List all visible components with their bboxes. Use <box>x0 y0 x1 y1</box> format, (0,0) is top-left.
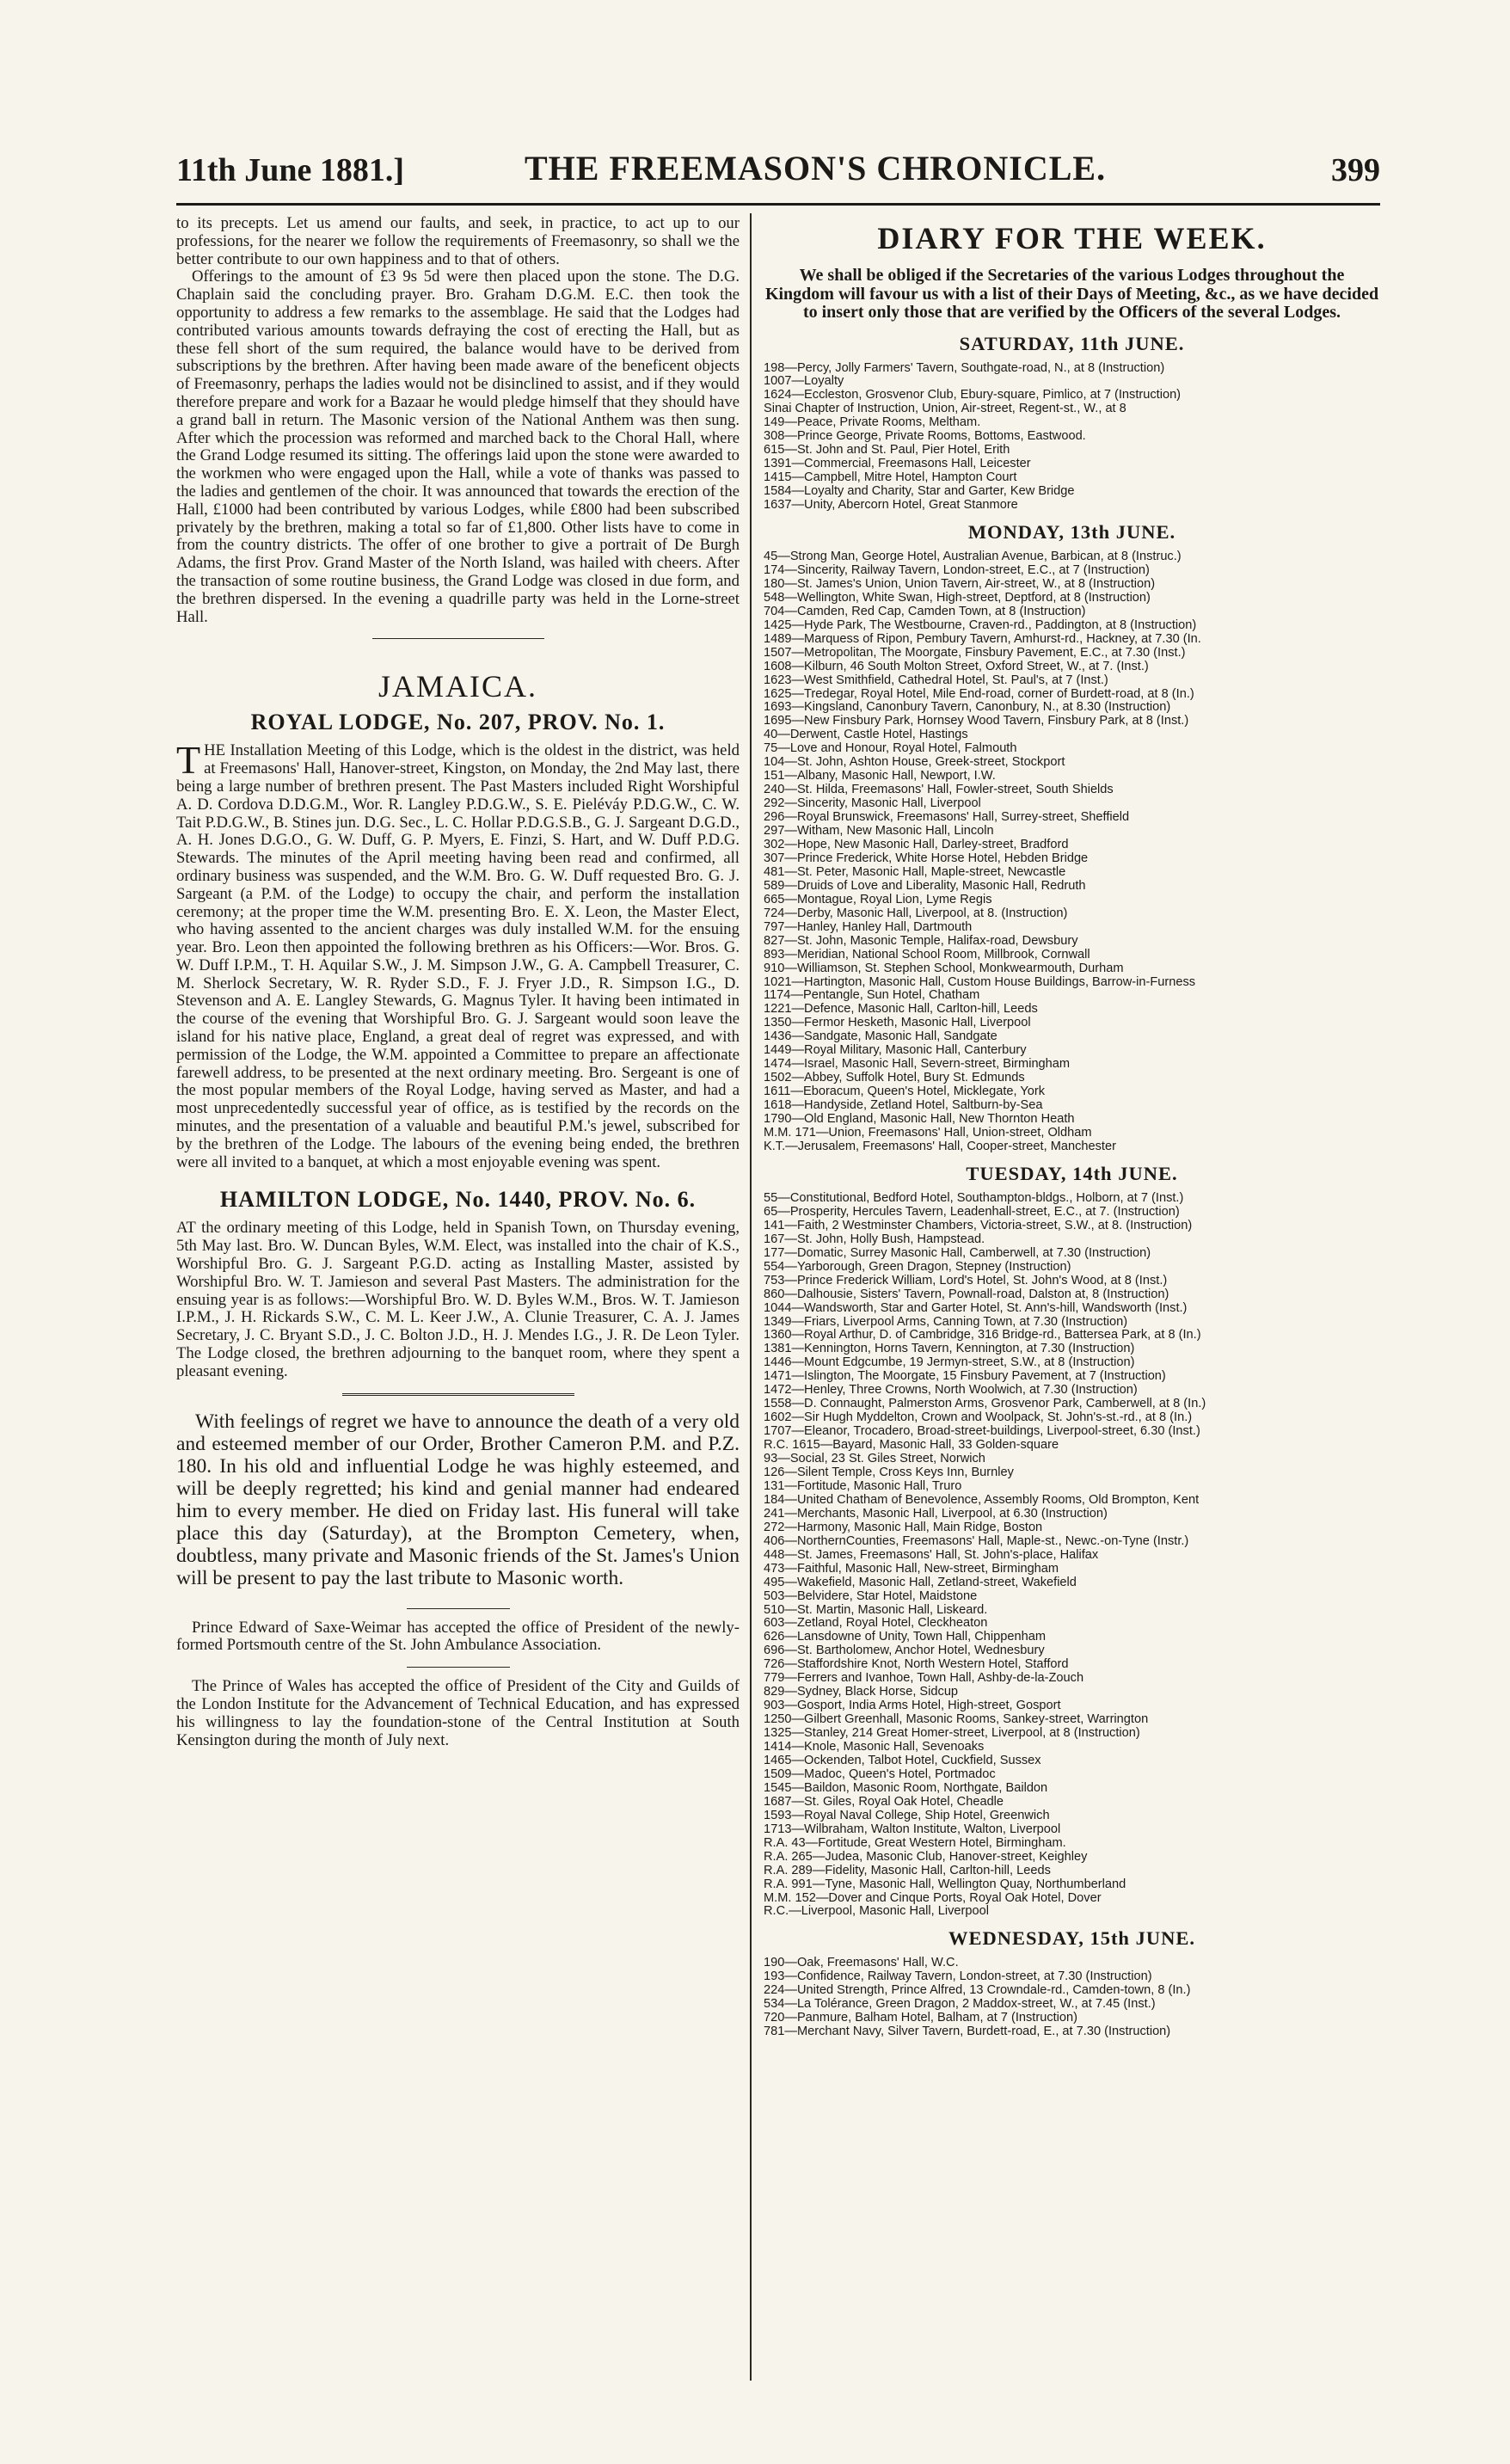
monday-heading: MONDAY, 13th JUNE. <box>967 520 1176 543</box>
diary-entry: M.M. 171—Union, Freemasons' Hall, Union-street, Oldham <box>764 1127 1092 1140</box>
diary-entry: 1360—Royal Arthur, D. of Cambridge, 316 Bridge-rd., Battersea Park, at 8 (In.) <box>764 1329 1201 1343</box>
hamilton-lodge-heading: HAMILTON LODGE, No. 1440, PROV. No. 6. <box>219 1187 697 1213</box>
diary-entry: 1325—Stanley, 214 Great Homer-street, Liverpool, at 8 (Instruction) <box>764 1727 1140 1741</box>
diary-entry: 65—Prosperity, Hercules Tavern, Leadenhall-street, E.C., at 7. (Instruction) <box>764 1205 1180 1219</box>
diary-entry: 1713—Wilbraham, Walton Institute, Walton, Liverpool <box>764 1822 1061 1836</box>
prince-wales-notice: The Prince of Wales has accepted the office of President of the City and Guilds of the London Institute for the Advancement of Technical Education, and has expressed his willingness to lay the foundation-stone of the Central Institution at South Kensington during the month of July next. <box>176 1677 740 1749</box>
diary-entry: 1350—Fermor Hesketh, Masonic Hall, Liverpool <box>764 1017 1031 1030</box>
diary-entry: 141—Faith, 2 Westminster Chambers, Victoria-street, S.W., at 8. (Instruction) <box>764 1219 1193 1232</box>
diary-entry: 1558—D. Connaught, Palmerston Arms, Grosvenor Park, Camberwell, at 8 (In.) <box>764 1398 1206 1411</box>
diary-entry: 297—Witham, New Masonic Hall, Lincoln <box>764 825 994 839</box>
diary-entry: 302—Hope, New Masonic Hall, Darley-street, Bradford <box>764 839 1069 851</box>
death-notice: With feelings of regret we have to announce the death of a very old and esteemed member of our Order, Brother Cameron P.M. and P.Z. 180. In his old and influential Lodge he was highly esteemed, and will be deeply regretted; his kind and genial manner had endeared him to every member. He died on Friday last. His funeral will take place this day (Saturday), at the Brompton Cemetery, when, doubtless, many private and Masonic friends of the St. James's Union will be present to pay the last tribute to Masonic worth. <box>176 1410 740 1589</box>
diary-entry: 726—Staffordshire Knot, North Western Hotel, Stafford <box>764 1658 1069 1672</box>
diary-entry: 307—Prince Frederick, White Horse Hotel, Hebden Bridge <box>764 851 1089 865</box>
diary-entry: 534—La Tolérance, Green Dragon, 2 Maddox-street, W., at 7.45 (Inst.) <box>764 1998 1156 2012</box>
diary-entry: 1545—Baildon, Masonic Room, Northgate, Baildon <box>764 1781 1048 1795</box>
diary-entry: 1507—Metropolitan, The Moorgate, Finsbury Pavement, E.C., at 7.30 (Inst.) <box>764 646 1186 660</box>
diary-entry: 126—Silent Temple, Cross Keys Inn, Burnley <box>764 1465 1014 1479</box>
diary-entry: 1449—Royal Military, Masonic Hall, Canterbury <box>764 1044 1027 1058</box>
royal-lodge-text: HE Installation Meeting of this Lodge, which is the oldest in the district, was held at Freemasons' Hall, Hanover-street, Kingston, on Monday, the 2nd May last, there being a large number of brethren present. The Past Masters included Right Worshipful A. D. Cordova D.D.G.M., Wor. R. Langley P.D.G.W., S. E. Pieléváy P.D.G.W., C. W. Tait P.D.G.W., B. Stines jun. D.G. Sec., L. C. Hollar P.D.G.S.B., G. J. Sargeant D.G.D., A. H. Jones D.G.O., G. W. Duff, G. P. Myers, E. Finzi, S. Hart, and W. Duff P.D.G. Stewards. The minutes of the April meeting having been read and confirmed, all ordinary business was suspended, and the W.M. Bro. G. W. Duff requested Bro. G. J. Sargeant (a P.M. of the Lodge) to occupy the chair, and perform the installation ceremony; at the proper time the W.M. presenting Bro. E. X. Leon, the Master Elect, who having assented to the ancient charges was duly installed W.M. for the ensuing year. Bro. Leon then appointed the following brethren as his Officers:—Wor. Bros. G. W. Duff I.P.M., T. H. Aquilar S.W., J. M. Simpson J.W., G. A. Campbell Treasurer, C. M. Sherlock Secretary, W. R. Ryder S.D., F. J. Fryer J.D., R. Simpson I.G., D. Stevenson and A. E. Langley Stewards, G. Magnus Tyler. It having been intimated in the course of the evening that Worshipful Bro. G. J. Sargeant would soon leave the island for his native place, England, a great deal of regret was expressed, and with permission of the Lodge, the W.M. appointed a Committee to prepare an affectionate farewell address, to be presented at the next ordinary meeting. Bro. Sergeant is one of the most popular members of the Royal Lodge, having served as Master, and had a most unprecedentedly successful year of office, as is testified by the records on the minutes, and the presentation of a valuable and beautiful P.M.'s jewel, subscribed for by the brethren of the Lodge. The labours of the evening being ended, the brethren were all invited to a banquet, at which a most enjoyable evening was spent. <box>176 741 740 1171</box>
diary-entry: 1465—Ockenden, Talbot Hotel, Cuckfield, Sussex <box>764 1754 1041 1767</box>
diary-entry: 131—Fortitude, Masonic Hall, Truro <box>764 1479 962 1493</box>
diary-entry: 1174—Pentangle, Sun Hotel, Chatham <box>764 989 980 1003</box>
diary-entry: 272—Harmony, Masonic Hall, Main Ridge, Boston <box>764 1521 1043 1534</box>
diary-entry: 903—Gosport, India Arms Hotel, High-street, Gosport <box>764 1699 1061 1713</box>
diary-entry: 190—Oak, Freemasons' Hall, W.C. <box>764 1957 959 1970</box>
diary-entry: 615—St. John and St. Paul, Pier Hotel, Erith <box>764 444 1010 458</box>
diary-column <box>764 215 1380 2365</box>
tuesday-heading: TUESDAY, 14th JUNE. <box>966 1162 1178 1184</box>
diary-entry: 292—Sincerity, Masonic Hall, Liverpool <box>764 797 981 811</box>
diary-entry: 1502—Abbey, Suffolk Hotel, Bury St. Edmunds <box>764 1072 1025 1085</box>
diary-entry: 240—St. Hilda, Freemasons' Hall, Fowler-street, South Shields <box>764 783 1114 797</box>
continued-paragraph: to its precepts. Let us amend our faults, and seek, in practice, to act up to our professions, for the nearer we follow the requirements of Freemasonry, so shall we the better contribute to our own happiness and to that of others. <box>176 215 740 268</box>
diary-entry: M.M. 152—Dover and Cinque Ports, Royal Oak Hotel, Dover <box>764 1891 1102 1905</box>
diary-entry: 1611—Eboracum, Queen's Hotel, Micklegate, York <box>764 1085 1045 1099</box>
diary-entry: 1637—Unity, Abercorn Hotel, Great Stanmore <box>764 499 1018 513</box>
jamaica-heading: JAMAICA. <box>378 669 537 704</box>
diary-entry: R.A. 289—Fidelity, Masonic Hall, Carlton-hill, Leeds <box>764 1864 1051 1877</box>
diary-entry: 1381—Kennington, Horns Tavern, Kennington, at 7.30 (Instruction) <box>764 1343 1135 1356</box>
diary-entry: 860—Dalhousie, Sisters' Tavern, Pownall-road, Dalston at, 8 (Instruction) <box>764 1287 1169 1301</box>
section-rule <box>372 638 544 639</box>
diary-entry: 151—Albany, Masonic Hall, Newport, I.W. <box>764 770 996 783</box>
diary-entry: 753—Prince Frederick William, Lord's Hotel, St. John's Wood, at 8 (Inst.) <box>764 1274 1168 1287</box>
diary-entry: 448—St. James, Freemasons' Hall, St. John's-place, Halifax <box>764 1548 1099 1562</box>
header-rule <box>176 203 1380 206</box>
prince-edward-notice: Prince Edward of Saxe-Weimar has accepted the office of President of the newly-formed Portsmouth centre of the St. John Ambulance Association. <box>176 1618 740 1655</box>
diary-entry: 797—Hanley, Hanley Hall, Dartmouth <box>764 920 973 934</box>
tuesday-list <box>764 1192 1380 1920</box>
short-rule <box>407 1667 510 1668</box>
royal-lodge-report <box>176 738 740 1171</box>
diary-entry: 724—Derby, Masonic Hall, Liverpool, at 8. (Instruction) <box>764 906 1068 920</box>
diary-entry: 1472—Henley, Three Crowns, North Woolwich, at 7.30 (Instruction) <box>764 1384 1138 1398</box>
diary-entry: 1693—Kingsland, Canonbury Tavern, Canonbury, N., at 8.30 (Instruction) <box>764 701 1171 715</box>
diary-entry: 1625—Tredegar, Royal Hotel, Mile End-road, corner of Burdett-road, at 8 (In.) <box>764 687 1194 701</box>
diary-intro: We shall be obliged if the Secretaries of the various Lodges throughout the Kingdom will favour us with a list of their Days of Meeting, &c., as we have decided to insert only those that are verified by the Officers of the several Lodges. <box>764 266 1379 322</box>
diary-entry: 1250—Gilbert Greenhall, Masonic Rooms, Sankey-street, Warrington <box>764 1713 1149 1727</box>
diary-entry: 1584—Loyalty and Charity, Star and Garter, Kew Bridge <box>764 485 1075 499</box>
diary-entry: 548—Wellington, White Swan, High-street, Deptford, at 8 (Instruction) <box>764 591 1151 605</box>
diary-entry: 104—St. John, Ashton House, Greek-street, Stockport <box>764 756 1065 770</box>
diary-entry: 1474—Israel, Masonic Hall, Severn-street, Birmingham <box>764 1058 1071 1072</box>
diary-entry: 1593—Royal Naval College, Ship Hotel, Greenwich <box>764 1809 1050 1822</box>
diary-entry: 75—Love and Honour, Royal Hotel, Falmouth <box>764 742 1017 756</box>
diary-entry: 696—St. Bartholomew, Anchor Hotel, Wednesbury <box>764 1644 1045 1658</box>
diary-entry: 184—United Chatham of Benevolence, Assembly Rooms, Old Brompton, Kent <box>764 1493 1200 1507</box>
diary-entry: 779—Ferrers and Ivanhoe, Town Hall, Ashby-de-la-Zouch <box>764 1672 1084 1686</box>
diary-entry: 554—Yarborough, Green Dragon, Stepney (Instruction) <box>764 1260 1071 1274</box>
diary-entry: 1349—Friars, Liverpool Arms, Canning Town, at 7.30 (Instruction) <box>764 1315 1128 1329</box>
wednesday-heading: WEDNESDAY, 15th JUNE. <box>948 1927 1195 1950</box>
diary-entry: 180—St. James's Union, Union Tavern, Air-street, W., at 8 (Instruction) <box>764 577 1156 591</box>
column-divider <box>750 213 752 2381</box>
diary-entry: 55—Constitutional, Bedford Hotel, Southampton-bldgs., Holborn, at 7 (Inst.) <box>764 1191 1184 1205</box>
page-number: 399 <box>1331 152 1380 188</box>
diary-entry: 1414—Knole, Masonic Hall, Sevenoaks <box>764 1741 985 1754</box>
diary-entry: R.A. 43—Fortitude, Great Western Hotel, Birmingham. <box>764 1836 1066 1850</box>
diary-entry: 589—Druids of Love and Liberality, Masonic Hall, Redruth <box>764 879 1086 893</box>
wednesday-list <box>764 1957 1380 2039</box>
diary-entry: 1618—Handyside, Zetland Hotel, Saltburn-by-Sea <box>764 1099 1043 1113</box>
royal-lodge-heading: ROYAL LODGE, No. 207, PROV. No. 1. <box>250 710 666 735</box>
diary-entry: 720—Panmure, Balham Hotel, Balham, at 7 (Instruction) <box>764 2012 1078 2025</box>
saturday-list <box>764 362 1380 513</box>
diary-entry: 308—Prince George, Private Rooms, Bottoms, Eastwood. <box>764 430 1086 444</box>
diary-entry: 1687—St. Giles, Royal Oak Hotel, Cheadle <box>764 1795 1004 1809</box>
diary-entry: 1608—Kilburn, 46 South Molton Street, Oxford Street, W., at 7. (Inst.) <box>764 660 1149 673</box>
diary-entry: 1391—Commercial, Freemasons Hall, Leicester <box>764 458 1031 471</box>
diary-entry: 241—Merchants, Masonic Hall, Liverpool, at 6.30 (Instruction) <box>764 1507 1108 1521</box>
diary-entry: 1489—Marquess of Ripon, Pembury Tavern, Amhurst-rd., Hackney, at 7.30 (In. <box>764 632 1201 646</box>
diary-entry: 481—St. Peter, Masonic Hall, Maple-street, Newcastle <box>764 865 1066 879</box>
diary-entry: 1790—Old England, Masonic Hall, New Thornton Heath <box>764 1113 1075 1127</box>
page-header <box>176 148 1380 200</box>
diary-entry: 1446—Mount Edgcumbe, 19 Jermyn-street, S.W., at 8 (Instruction) <box>764 1356 1135 1370</box>
hamilton-lodge-report: AT the ordinary meeting of this Lodge, held in Spanish Town, on Thursday evening, 5th May last. Bro. W. Duncan Byles, W.M. Elect, was installed into the chair of K.S., Worshipful Bro. G. J. Sargeant P.G.D. acting as Installing Master, assisted by Worshipful Bro. W. T. Jamieson and several Past Masters. The administration for the ensuing year is as follows:—Worshipful Bro. W. D. Byles W.M., Bros. W. T. Jamieson I.P.M., J. H. Rickards S.W., C. M. L. Keer J.W., A. Clunie Treasurer, C. A. J. James Secretary, J. C. Bryant S.D., J. C. Bolton J.D., H. J. Mendes I.G., J. R. De Leon Tyler. The Lodge closed, the brethren adjourning to the banquet room, where they spent a pleasant evening. <box>176 1219 740 1380</box>
diary-entry: 224—United Strength, Prince Alfred, 13 Crowndale-rd., Camden-town, 8 (In.) <box>764 1984 1191 1998</box>
diary-entry: 149—Peace, Private Rooms, Meltham. <box>764 416 981 430</box>
diary-entry: 473—Faithful, Masonic Hall, New-street, Birmingham <box>764 1562 1059 1576</box>
diary-entry: 829—Sydney, Black Horse, Sidcup <box>764 1686 959 1699</box>
diary-entry: 40—Derwent, Castle Hotel, Hastings <box>764 728 968 742</box>
short-rule <box>407 1608 510 1609</box>
diary-entry: 510—St. Martin, Masonic Hall, Liskeard. <box>764 1603 988 1617</box>
diary-entry: K.T.—Jerusalem, Freemasons' Hall, Cooper-street, Manchester <box>764 1140 1116 1153</box>
diary-entry: Sinai Chapter of Instruction, Union, Air-street, Regent-st., W., at 8 <box>764 402 1126 416</box>
monday-list <box>764 550 1380 1154</box>
diary-entry: 1044—Wandsworth, Star and Garter Hotel, St. Ann's-hill, Wandsworth (Inst.) <box>764 1301 1188 1315</box>
diary-entry: 174—Sincerity, Railway Tavern, London-street, E.C., at 7 (Instruction) <box>764 563 1150 577</box>
diary-entry: 93—Social, 23 St. Giles Street, Norwich <box>764 1453 985 1466</box>
diary-entry: 626—Lansdowne of Unity, Town Hall, Chippenham <box>764 1631 1047 1644</box>
saturday-heading: SATURDAY, 11th JUNE. <box>959 332 1185 354</box>
diary-entry: 665—Montague, Royal Lion, Lyme Regis <box>764 893 992 906</box>
diary-entry: 1021—Hartington, Masonic Hall, Custom House Buildings, Barrow-in-Furness <box>764 975 1196 989</box>
diary-entry: 603—Zetland, Royal Hotel, Cleckheaton <box>764 1617 988 1631</box>
diary-entry: 1415—Campbell, Mitre Hotel, Hampton Court <box>764 471 1017 485</box>
diary-entry: 704—Camden, Red Cap, Camden Town, at 8 (Instruction) <box>764 605 1086 618</box>
diary-entry: 167—St. John, Holly Bush, Hampstead. <box>764 1232 985 1246</box>
diary-entry: R.A. 265—Judea, Masonic Club, Hanover-street, Keighley <box>764 1850 1088 1864</box>
diary-entry: 177—Domatic, Surrey Masonic Hall, Camberwell, at 7.30 (Instruction) <box>764 1246 1151 1260</box>
diary-entry: 406—NorthernCounties, Freemasons' Hall, Maple-st., Newc.-on-Tyne (Instr.) <box>764 1534 1189 1548</box>
diary-entry: 495—Wakefield, Masonic Hall, Zetland-street, Wakefield <box>764 1576 1077 1589</box>
diary-entry: 1425—Hyde Park, The Westbourne, Craven-rd., Paddington, at 8 (Instruction) <box>764 618 1197 632</box>
diary-entry: 45—Strong Man, George Hotel, Australian Avenue, Barbican, at 8 (Instruc.) <box>764 550 1182 563</box>
diary-heading: DIARY FOR THE WEEK. <box>877 221 1267 255</box>
diary-entry: 1471—Islington, The Moorgate, 15 Finsbury Pavement, at 7 (Instruction) <box>764 1370 1166 1384</box>
diary-entry: R.C.—Liverpool, Masonic Hall, Liverpool <box>764 1905 989 1919</box>
drop-cap: T <box>176 738 201 783</box>
offerings-paragraph: Offerings to the amount of £3 9s 5d were then placed upon the stone. The D.G. Chaplain said the concluding prayer. Bro. Graham D.G.M. E.C. then took the opportunity to address a few remarks to the assemblage. He said that the Lodges had contributed various amounts towards defraying the cost of erecting the Hall, but as these fell short of the sum required, the balance would have to be derived from subscriptions by the brethren. After having been made aware of the beneficent objects of Freemasonry, perhaps the ladies would not be disinclined to assist, and if they would therefore prepare and work for a Bazaar he would pledge himself that they should have a grand ball in return. The Masonic version of the National Anthem was then sung. After which the procession was reformed and marched back to the Choral Hall, where the Grand Lodge resumed its sitting. The offerings laid upon the stone were awarded to the workmen who were engaged upon the Hall, while a vote of thanks was passed to the ladies and gentlemen of the choir. It was announced that towards the erection of the Hall, £1000 had been contributed by various Lodges, while £800 had been subscribed privately by the brethren, making a total so far of £1,800. Other lists have to come in from the country districts. The offer of one brother to give a portrait of De Burgh Adams, the first Prov. Grand Master of the North Island, was hailed with cheers. After the transaction of some routine business, the Grand Lodge was closed in due form, and the brethren dispersed. In the evening a quadrille party was held in the Lorne-street Hall. <box>176 267 740 626</box>
diary-entry: 198—Percy, Jolly Farmers' Tavern, Southgate-road, N., at 8 (Instruction) <box>764 361 1165 375</box>
diary-entry: 1007—Loyalty <box>764 375 844 389</box>
diary-entry: 1707—Eleanor, Trocadero, Broad-street-buildings, Liverpool-street, 6.30 (Inst.) <box>764 1425 1200 1439</box>
diary-entry: 910—Williamson, St. Stephen School, Monkwearmouth, Durham <box>764 962 1124 975</box>
diary-entry: R.A. 991—Tyne, Masonic Hall, Wellington Quay, Northumberland <box>764 1877 1126 1891</box>
masthead-title: THE FREEMASON'S CHRONICLE. <box>525 149 1107 187</box>
diary-entry: 1623—West Smithfield, Cathedral Hotel, St. Paul's, at 7 (Inst.) <box>764 673 1108 687</box>
diary-entry: 1221—Defence, Masonic Hall, Carlton-hill, Leeds <box>764 1003 1038 1017</box>
left-column <box>176 215 740 2365</box>
notice-rule <box>342 1393 574 1398</box>
diary-entry: 1602—Sir Hugh Myddelton, Crown and Woolpack, St. John's-st.-rd., at 8 (In.) <box>764 1411 1193 1425</box>
diary-entry: 1509—Madoc, Queen's Hotel, Portmadoc <box>764 1767 996 1781</box>
diary-entry: 893—Meridian, National School Room, Millbrook, Cornwall <box>764 948 1090 962</box>
diary-entry: 1436—Sandgate, Masonic Hall, Sandgate <box>764 1030 997 1044</box>
issue-date: 11th June 1881.] <box>176 152 404 188</box>
diary-entry: R.C. 1615—Bayard, Masonic Hall, 33 Golden-square <box>764 1439 1059 1453</box>
diary-entry: 296—Royal Brunswick, Freemasons' Hall, Surrey-street, Sheffield <box>764 811 1130 825</box>
diary-entry: 503—Belvidere, Star Hotel, Maidstone <box>764 1589 978 1603</box>
diary-entry: 1624—Eccleston, Grosvenor Club, Ebury-square, Pimlico, at 7 (Instruction) <box>764 389 1182 402</box>
diary-entry: 1695—New Finsbury Park, Hornsey Wood Tavern, Finsbury Park, at 8 (Inst.) <box>764 715 1189 728</box>
diary-entry: 193—Confidence, Railway Tavern, London-street, at 7.30 (Instruction) <box>764 1970 1152 1984</box>
diary-entry: 827—St. John, Masonic Temple, Halifax-road, Dewsbury <box>764 934 1078 948</box>
diary-entry: 781—Merchant Navy, Silver Tavern, Burdett-road, E., at 7.30 (Instruction) <box>764 2025 1171 2039</box>
